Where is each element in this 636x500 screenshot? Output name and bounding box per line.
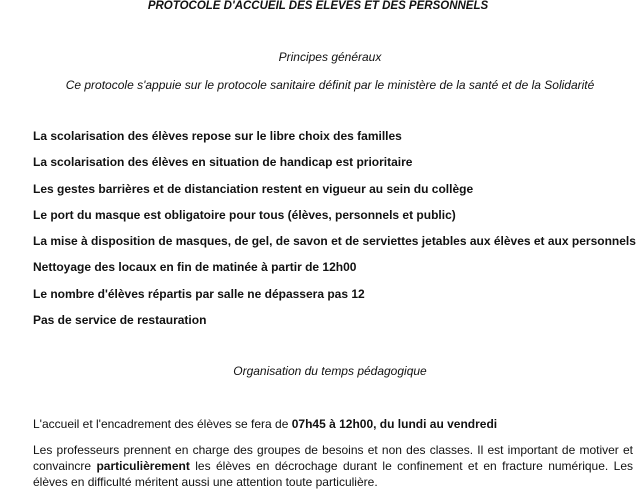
intro-text: Ce protocole s'appuie sur le protocole sanitaire définit par le ministère de la santé et de la Solidarité — [65, 78, 595, 92]
teachers-line-2 — [33, 458, 633, 474]
organisation-heading: Organisation du temps pédagogique — [233, 364, 427, 378]
teachers-line-2-bold: particulièrement — [96, 459, 190, 473]
teachers-line-3: élèves en difficulté méritent aussi une attention toute particulière. — [33, 475, 378, 489]
principles-heading: Principes généraux — [278, 50, 382, 64]
rule-item: Pas de service de restauration — [33, 313, 207, 328]
document-title: PROTOCOLE D'ACCUEIL DES ELEVES ET DES PERSONNELS — [147, 0, 489, 12]
teachers-line-2-suffix: les élèves en décrochage durant le confinement et en fracture numérique. Les — [189, 459, 633, 473]
teachers-paragraph — [33, 442, 633, 490]
teachers-line-1: Les professeurs prennent en charge des groupes de besoins et non des classes. Il est important de motiver et — [33, 443, 633, 457]
reception-hours: 07h45 à 12h00, du lundi au vendredi — [291, 417, 498, 431]
rule-item: La mise à disposition de masques, de gel, de savon et de serviettes jetables aux élèves et aux personnels — [33, 234, 636, 249]
rule-item: Nettoyage des locaux en fin de matinée à partir de 12h00 — [33, 260, 357, 275]
rule-item: La scolarisation des élèves en situation de handicap est prioritaire — [33, 155, 413, 170]
reception-hours-line — [33, 416, 497, 432]
rule-item: Le nombre d'élèves répartis par salle ne dépassera pas 12 — [33, 286, 365, 301]
rule-item: Le port du masque est obligatoire pour tous (élèves, personnels et public) — [33, 207, 456, 222]
reception-prefix: L'accueil et l'encadrement des élèves se fera de — [33, 417, 292, 431]
rule-item: Les gestes barrières et de distanciation restent en vigueur au sein du collège — [33, 181, 474, 196]
teachers-line-2-prefix: convaincre — [33, 459, 97, 473]
rules-list — [33, 128, 636, 338]
rule-item: La scolarisation des élèves repose sur le libre choix des familles — [33, 129, 402, 143]
